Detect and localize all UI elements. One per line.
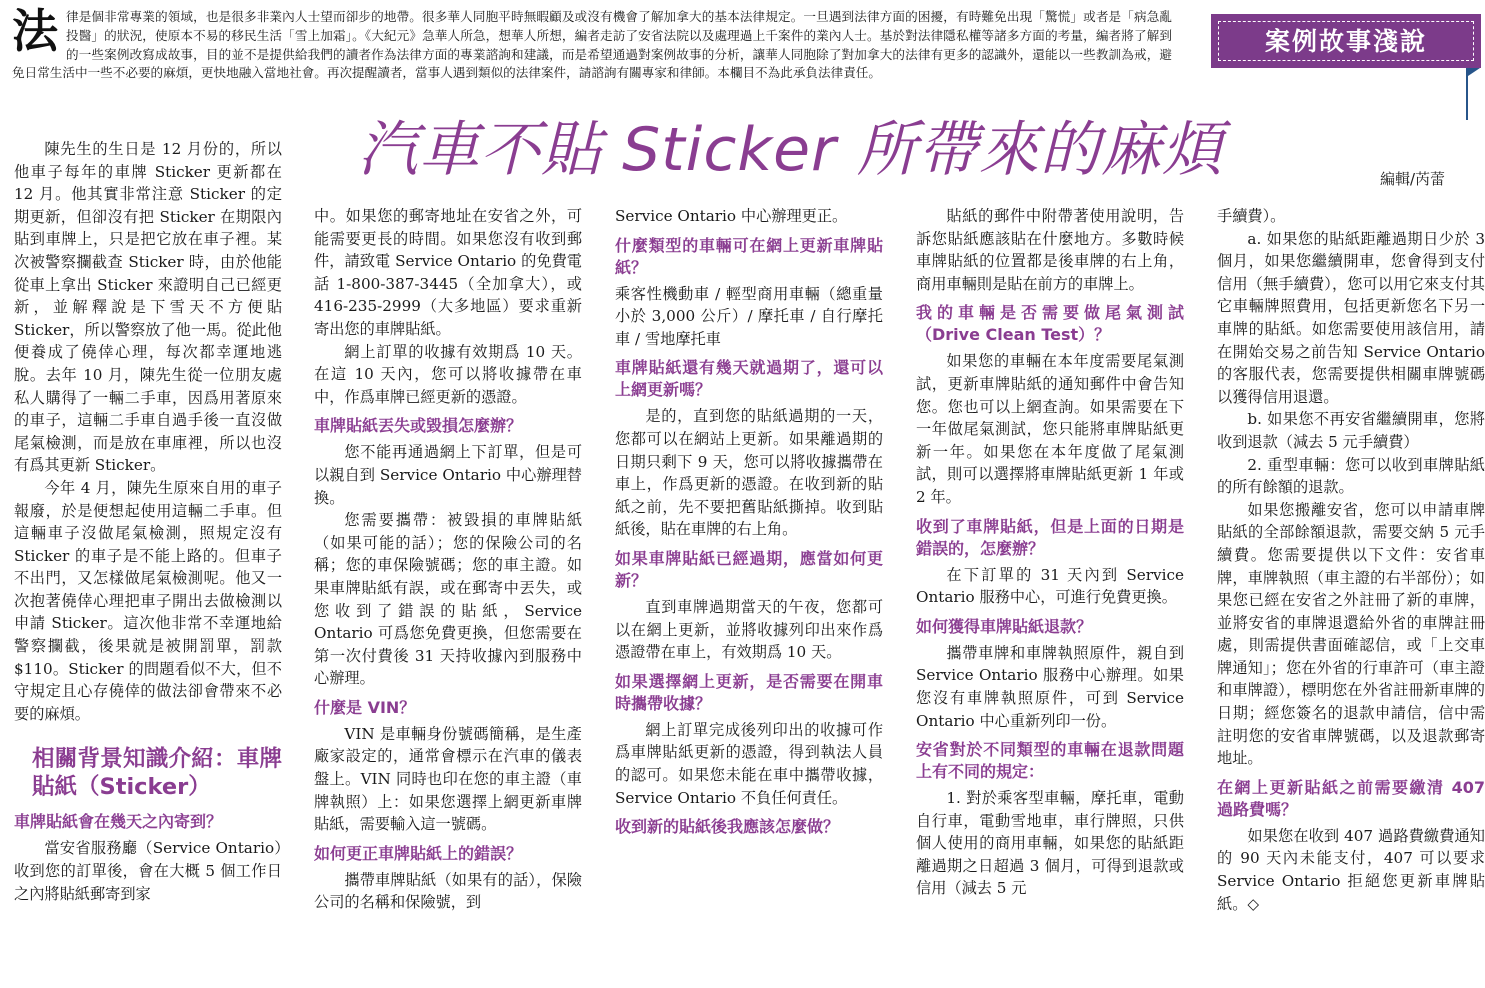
question-heading: 收到了車牌貼紙，但是上面的日期是錯誤的，怎麼辦？ xyxy=(916,516,1184,558)
column-4 xyxy=(916,205,1184,900)
question-heading: 如何更正車牌貼紙上的錯誤？ xyxy=(314,843,523,863)
answer-paragraph: 貼紙的郵件中附帶著使用說明，告訴您貼紙應該貼在什麼地方。多數時候車牌貼紙的位置都是後車牌的右上角，商用車輛則是貼在前方的車牌上。 xyxy=(916,207,1184,293)
question-heading: 我的車輛是否需要做尾氣測試（Drive Clean Test）？ xyxy=(916,303,1184,345)
flag-icon xyxy=(1468,68,1480,76)
answer-paragraph: 2. 重型車輛：您可以收到車牌貼紙的所有餘額的退款。 xyxy=(1217,455,1485,497)
column-2 xyxy=(314,205,582,914)
column-5 xyxy=(1217,205,1485,915)
question-heading: 什麼類型的車輛可在網上更新車牌貼紙？ xyxy=(615,235,883,277)
answer-paragraph: 是的，直到您的貼紙過期的一天，您都可以在網站上更新。如果離過期的日期只剩下 9 天，您可以將收據攜帶在車上，作爲更新的憑證。在收到新的貼紙之前，先不要把舊貼紙撕掉。收到貼紙後，貼在車牌的右上角。 xyxy=(615,407,883,539)
question-heading: 如果選擇網上更新，是否需要在開車時攜帶收據？ xyxy=(615,671,883,713)
answer-paragraph: 手續費）。 xyxy=(1217,207,1286,225)
story-paragraph: 今年 4 月，陳先生原來自用的車子報廢，於是便想起使用這輛二手車。但這輛車子沒做尾氣檢測，照規定沒有 Sticker 的車子是不能上路的。但車子不出門，又怎樣做尾氣檢測呢。他又一次抱著僥倖心理把車子開出去做檢測以申請 Sticker。這次他非常不幸運地給警察攔截，後果就是被開罰單，罰款 $110。Sticker 的問題看似不大，但不守規定且心存僥倖的做法卻會帶來不必要的麻煩。 xyxy=(14,478,282,723)
answer-paragraph: a. 如果您的貼紙距離過期日少於 3 個月，如果您繼續開車，您會得到支付信用（無手續費），您可以用它來支付其它車輛牌照費用，包括更新您名下另一車牌的貼紙。如您需要使用該信用，請在開始交易之前告知 Service Ontario 的客服代表，您需要提供相關車牌號碼以獲得信用退還。 xyxy=(1217,229,1485,406)
section-heading: 相關背景知識介紹：車牌貼紙（Sticker） xyxy=(32,746,282,801)
question-heading: 在網上更新貼紙之前需要繳清 407 過路費嗎？ xyxy=(1217,777,1485,819)
question-heading: 車牌貼紙會在幾天之內寄到？ xyxy=(14,812,223,832)
series-label-box xyxy=(1211,14,1481,68)
story-paragraph: 陳先生的生日是 12 月份的，所以他車子每年的車牌 Sticker 更新都在 12 月。他其實非常注意 Sticker 的定期更新，但卻沒有把 Sticker 在期限內貼到車牌上，只是把它放在車子裡。某次被警察攔截查 Sticker 時，由於他能從車上拿出 Sticker 來證明自己已經更新，並解釋說是下雪天不方便貼 Sticker，所以警察放了他一馬。從此他便養成了僥倖心理，每次都幸運地逃脫。去年 10 月，陳先生從一位朋友處私人購得了一輛二手車，因爲用著原來的車子，這輛二手車自過手後一直沒做尾氣檢測，而是放在車庫裡，所以也沒有爲其更新 Sticker。 xyxy=(14,140,282,475)
answer-paragraph: 您需要攜帶：被毀損的車牌貼紙（如果可能的話）；您的保險公司的名稱；您的車保險號碼；您的車主證。如果車牌貼紙有誤，或在郵寄中丟失，或您收到了錯誤的貼紙，Service Ontario 可爲您免費更換，但您需要在第一次付費後 31 天持收據內到服務中心辦理。 xyxy=(314,511,582,688)
intro-paragraph xyxy=(12,4,1172,83)
answer-paragraph: 攜帶車牌貼紙（如果有的話），保險公司的名稱和保險號，到 xyxy=(314,870,582,912)
question-heading: 如何獲得車牌貼紙退款？ xyxy=(916,616,1093,636)
answer-paragraph: 網上訂單完成後列印出的收據可作爲車牌貼紙更新的憑證，得到執法人員的認可。如果您未能在車中攜帶收據，Service Ontario 不負任何責任。 xyxy=(615,720,883,807)
question-heading: 安省對於不同類型的車輛在退款問題上有不同的規定： xyxy=(916,740,1184,782)
answer-paragraph: 如果您搬離安省，您可以申請車牌貼紙的全部餘額退款，需要交納 5 元手續費。您需要提供以下文件：安省車牌，車牌執照（車主證的右半部份）；如果您已經在安省之外註冊了新的車牌，並將安省的車牌退還給外省的車牌註冊處，則需提供書面確認信，或「上交車牌通知」；您在外省的行車許可（車主證和車牌證），標明您在外省註冊新車牌的日期；經您簽名的退款申請信，信中需註明您的安省車牌號碼，以及退款郵寄地址。 xyxy=(1217,500,1485,768)
column-3 xyxy=(615,205,883,842)
series-label: 案例故事淺說 xyxy=(1264,27,1427,56)
question-heading: 收到新的貼紙後我應該怎麼做？ xyxy=(615,817,840,837)
question-heading: 什麼是 VIN？ xyxy=(314,697,416,717)
answer-paragraph: b. 如果您不再安省繼續開車，您將收到退款（減去 5 元手續費） xyxy=(1217,410,1485,451)
question-heading: 如果車牌貼紙已經過期，應當如何更新？ xyxy=(615,548,883,590)
answer-paragraph: 網上訂單的收據有效期爲 10 天。在這 10 天內，您可以將收據帶在車中，作爲車牌已經更新的憑證。 xyxy=(314,342,582,406)
column-1 xyxy=(14,138,282,905)
answer-paragraph: 1. 對於乘客型車輛，摩托車，電動自行車，電動雪地車，車行牌照，只供個人使用的商用車輛，如果您的貼紙距離過期之日超過 3 個月，可得到退款或信用（減去 5 元 xyxy=(916,789,1184,898)
answer-paragraph: 您不能再通過網上下訂單，但是可以親自到 Service Ontario 中心辦理替換。 xyxy=(314,443,582,507)
answer-paragraph: VIN 是車輛身份號碼簡稱，是生產廠家設定的，通常會標示在汽車的儀表盤上。VIN 同時也印在您的車主證（車牌執照）上：如果您選擇上網更新車牌貼紙，需要輸入這一號碼。 xyxy=(314,724,582,834)
answer-paragraph: Service Ontario 中心辦理更正。 xyxy=(615,207,848,225)
answer-paragraph: 乘客性機動車 / 輕型商用車輛（總重量小於 3,000 公斤）/ 摩托車 / 自行摩托車 / 雪地摩托車 xyxy=(615,284,883,348)
answer-paragraph: 攜帶車牌和車牌執照原件，親自到 Service Ontario 服務中心辦理。如果您沒有車牌執照原件，可到 Service Ontario 中心重新列印一份。 xyxy=(916,643,1184,730)
question-heading: 車牌貼紙丟失或毀損怎麼辦？ xyxy=(314,416,523,436)
question-heading: 車牌貼紙還有幾天就過期了，還可以上網更新嗎？ xyxy=(615,358,883,400)
answer-paragraph: 中。如果您的郵寄地址在安省之外，可能需要更長的時間。如果您沒有收到郵件，請致電 Service Ontario 的免費電話 1-800-387-3445（全加拿大），或 416-235-2999（大多地區）要求重新寄出您的車牌貼紙。 xyxy=(314,207,582,338)
article-title: 汽車不貼 Sticker 所帶來的麻煩 xyxy=(358,115,1223,185)
answer-paragraph: 如果您的車輛在本年度需要尾氣測試，更新車牌貼紙的通知郵件中會告知您。您也可以上網查詢。如果需要在下一年做尾氣測試，您只能將車牌貼紙更新一年。如果您在本年度做了尾氣測試，則可以選擇將車牌貼紙更新 1 年或 2 年。 xyxy=(916,352,1184,506)
intro-text: 律是個非常專業的領域，也是很多非業內人士望而卻步的地帶。很多華人同胞平時無暇顧及或沒有機會了解加拿大的基本法律規定。一旦遇到法律方面的困擾，有時難免出現「驚慌」或者是「病急亂投醫」的狀況，使原本不易的移民生活「雪上加霜」。《大紀元》急華人所急，想華人所想，編者走訪了安省法院以及處理過上千案件的業內人士。基於對法律隱私權等諸多方面的考量，編者將了解到的一些案例改寫成故事，目的並不是提供給我們的讀者作為法律方面的專業諮詢和建議，而是希望通過對案例故事的分析，讓華人同胞除了對加拿大的法律有更多的認識外，還能以一些教訓為戒，避免日常生活中一些不必要的麻煩，更快地融入當地社會。再次提醒讀者，當事人遇到類似的法律案件，請諮詢有關專家和律師。本欄目不為此承負法律責任。 xyxy=(12,9,1172,81)
intro-drop-cap: 法 xyxy=(12,4,58,58)
answer-paragraph: 如果您在收到 407 過路費繳費通知的 90 天內未能支付，407 可以要求 Service Ontario 拒絕您更新車牌貼紙。◇ xyxy=(1217,826,1485,913)
answer-paragraph: 直到車牌過期當天的午夜，您都可以在網上更新，並將收據列印出來作爲憑證帶在車上，有效期爲 10 天。 xyxy=(615,597,883,662)
answer-paragraph: 在下訂單的 31 天內到 Service Ontario 服務中心，可進行免費更換。 xyxy=(916,565,1184,607)
answer-paragraph: 當安省服務廳（Service Ontario）收到您的訂單後，會在大概 5 個工作日之內將貼紙郵寄到家 xyxy=(14,839,282,903)
editor-credit: 編輯/芮蕾 xyxy=(1380,170,1446,188)
